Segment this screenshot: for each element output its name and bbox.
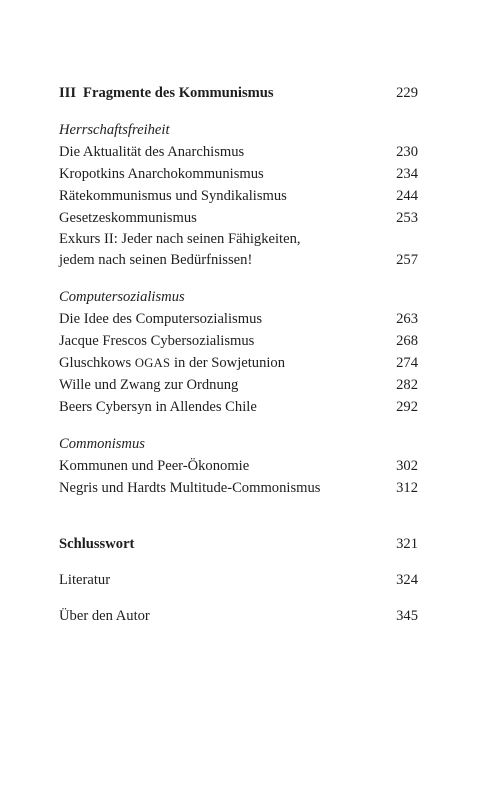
toc-entry: [59, 163, 418, 185]
toc-entry: [59, 352, 418, 374]
toc-entry-exkurs-line2: [59, 249, 418, 271]
toc-entry-page: 321: [396, 536, 418, 552]
part-number: III: [59, 85, 77, 101]
toc-entry-ueber-den-autor: [59, 605, 418, 627]
toc-entry: [59, 185, 418, 207]
toc-entry-literatur: [59, 569, 418, 591]
toc-entry-title-smallcaps: OGAS: [134, 356, 171, 370]
toc-entry-title: Schlusswort: [59, 536, 135, 552]
toc-entry-title-continued: jedem nach seinen Bedürfnissen!: [59, 252, 253, 268]
toc-entry-page: 324: [396, 572, 418, 588]
toc-entry-page: 274: [396, 355, 418, 371]
toc-entry-schlusswort: [59, 533, 418, 555]
toc-entry: [59, 141, 418, 163]
part-title: Fragmente des Kommunismus: [83, 85, 274, 101]
toc-entry-title: Negris und Hardts Multitude-Commonismus: [59, 480, 321, 496]
toc-entry-title: Beers Cybersyn in Allendes Chile: [59, 399, 257, 415]
section-heading-computersozialismus: Computersozialismus: [59, 289, 185, 305]
toc-entry-page: 263: [396, 311, 418, 327]
toc-entry-title: Die Aktualität des Anarchismus: [59, 144, 245, 160]
toc-entry-title: Kommunen und Peer-Ökonomie: [59, 458, 250, 474]
toc-entry-title-part: in der Sowjetunion: [170, 355, 286, 371]
toc-entry: [59, 396, 418, 418]
toc-entry-page: 230: [396, 144, 418, 160]
toc-entry-page: 345: [396, 608, 418, 624]
toc-entry-page: 302: [396, 458, 418, 474]
toc-entry-title: Literatur: [59, 572, 111, 588]
section-heading-commonismus: Commonismus: [59, 436, 145, 452]
toc-entry-title-part: Gluschkows: [59, 355, 135, 371]
section-heading-herrschaftsfreiheit: Herrschaftsfreiheit: [59, 122, 170, 138]
toc-entry-page: 253: [396, 210, 418, 226]
toc-entry: [59, 207, 418, 229]
toc-entry: [59, 330, 418, 352]
toc-entry: [59, 308, 418, 330]
toc-entry-title: Wille und Zwang zur Ordnung: [59, 377, 239, 393]
toc-entry: [59, 455, 418, 477]
toc-entry-page: 234: [396, 166, 418, 182]
toc-entry-title: [59, 352, 285, 374]
toc-entry-title: Rätekommunismus und Syndikalismus: [59, 188, 287, 204]
toc-entry-page: 244: [396, 188, 418, 204]
part-page-number: 229: [396, 85, 418, 101]
toc-entry-page: 312: [396, 480, 418, 496]
toc-entry-page: 257: [396, 252, 418, 268]
toc-entry-title: Jacque Frescos Cybersozialismus: [59, 333, 255, 349]
part-heading-row: [59, 82, 418, 104]
part-heading: [59, 82, 274, 104]
toc-entry-title: Über den Autor: [59, 608, 150, 624]
toc-entry-page: 268: [396, 333, 418, 349]
toc-entry-title: Kropotkins Anarchokommunismus: [59, 166, 264, 182]
toc-entry-exkurs-line1: [59, 229, 418, 249]
toc-entry-title: Exkurs II: Jeder nach seinen Fähigkeiten,: [59, 231, 301, 247]
toc-entry-title: Gesetzeskommunismus: [59, 210, 197, 226]
toc-entry: [59, 374, 418, 396]
toc-entry-page: 282: [396, 377, 418, 393]
table-of-contents: [59, 82, 418, 627]
toc-entry-title: Die Idee des Computersozialismus: [59, 311, 263, 327]
toc-entry: [59, 477, 418, 499]
toc-entry-page: 292: [396, 399, 418, 415]
